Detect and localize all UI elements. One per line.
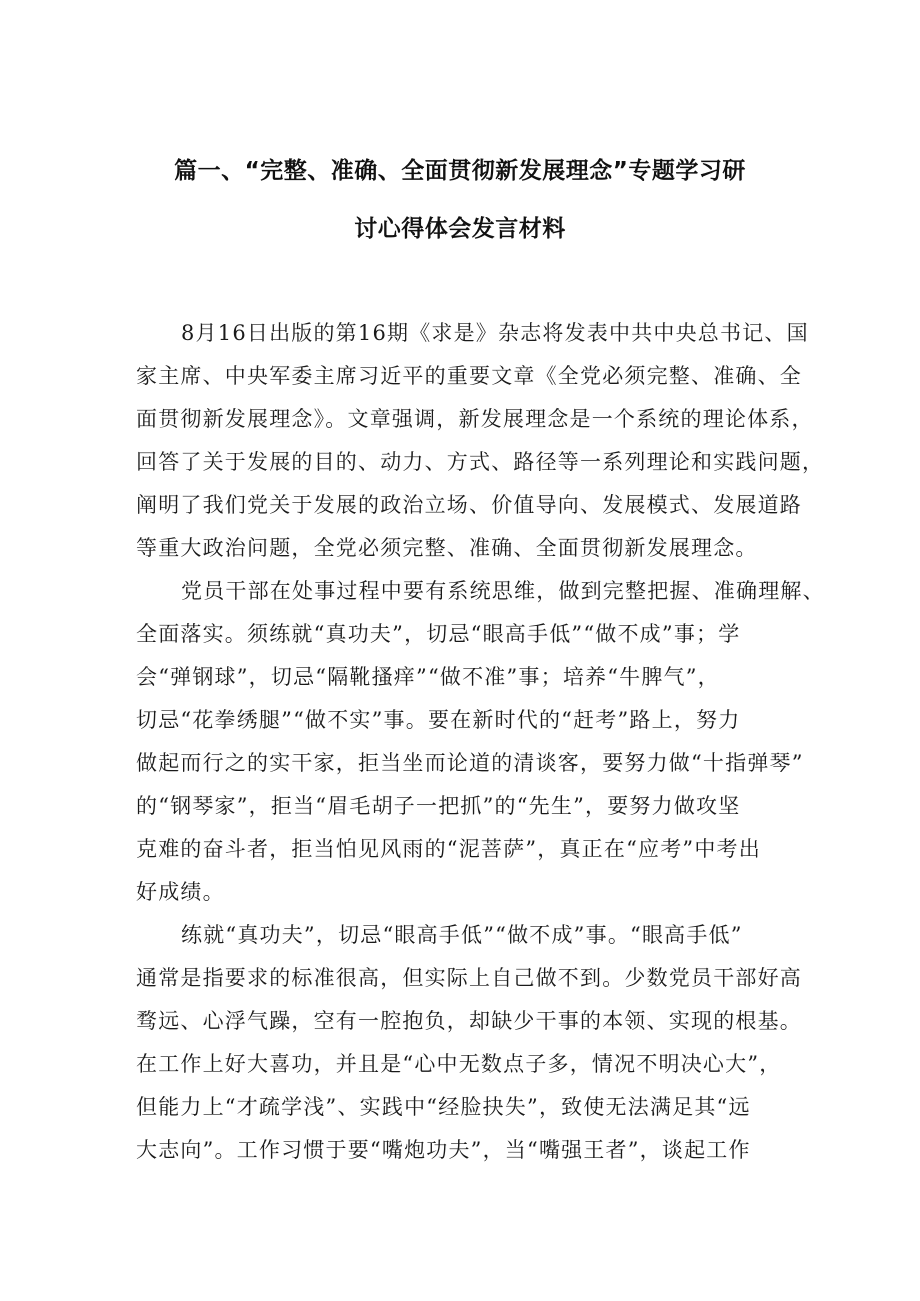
paragraph-line: 的“钢琴家”，拒当“眉毛胡子一把抓”的“先生”，要努力做攻坚 <box>136 794 741 818</box>
paragraph-1 <box>136 312 825 570</box>
paragraph-line: 克难的奋斗者，拒当怕见风雨的“泥菩萨”，真正在“应考”中考出 <box>136 837 761 861</box>
paragraph-line: 练就“真功夫”，切忌“眼高手低”“做不成”事。“眼高手低” <box>181 923 743 947</box>
paragraph-line: 在工作上好大喜功，并且是“心中无数点子多，情况不明决心大”， <box>136 1052 782 1076</box>
paragraph-line: 8月16日出版的第16期《求是》杂志将发表中共中央总书记、国 <box>181 321 809 345</box>
paragraph-line: 家主席、中央军委主席习近平的重要文章《全党必须完整、准确、全 <box>136 364 802 388</box>
paragraph-line: 阐明了我们党关于发展的政治立场、价值导向、发展模式、发展道路 <box>136 493 802 517</box>
document-title-line-1: 篇一、“完整、准确、全面贯彻新发展理念”专题学习研 <box>174 158 746 184</box>
paragraph-3 <box>136 914 802 1172</box>
document-title-line-2: 讨心得体会发言材料 <box>354 216 566 242</box>
paragraph-line: 做起而行之的实干家，拒当坐而论道的清谈客，要努力做“十指弹琴” <box>136 751 804 775</box>
paragraph-line: 但能力上“才疏学浅”、实践中“经脸抉失”，致使无法满足其“远 <box>136 1095 751 1119</box>
paragraph-line: 骛远、心浮气躁，空有一腔抱负，却缺少干事的本领、实现的根基。 <box>136 1009 802 1033</box>
paragraph-line: 大志向”。工作习惯于要“嘴炮功夫”，当“嘴强王者”，谈起工作 <box>136 1138 751 1162</box>
paragraph-line: 等重大政治问题，全党必须完整、准确、全面贯彻新发展理念。 <box>136 536 758 560</box>
paragraph-line: 会“弹钢球”，切忌“隔靴搔痒”“做不准”事；培养“牛脾气”， <box>136 665 720 689</box>
paragraph-line: 好成绩。 <box>136 880 225 904</box>
paragraph-line: 党员干部在处事过程中要有系统思维，做到完整把握、准确理解、 <box>181 579 825 603</box>
paragraph-2 <box>136 570 825 914</box>
paragraph-line: 通常是指要求的标准很高，但实际上自己做不到。少数党员干部好高 <box>136 966 802 990</box>
paragraph-line: 切忌“花拳绣腿”“做不实”事。要在新时代的“赶考”路上，努力 <box>136 708 741 732</box>
paragraph-line: 回答了关于发展的目的、动力、方式、路径等一系列理论和实践问题， <box>136 450 825 474</box>
paragraph-line: 全面落实。须练就“真功夫”，切忌“眼高手低”“做不成”事；学 <box>136 622 741 646</box>
paragraph-line: 面贯彻新发展理念》。文章强调，新发展理念是一个系统的理论体系， <box>136 407 814 431</box>
